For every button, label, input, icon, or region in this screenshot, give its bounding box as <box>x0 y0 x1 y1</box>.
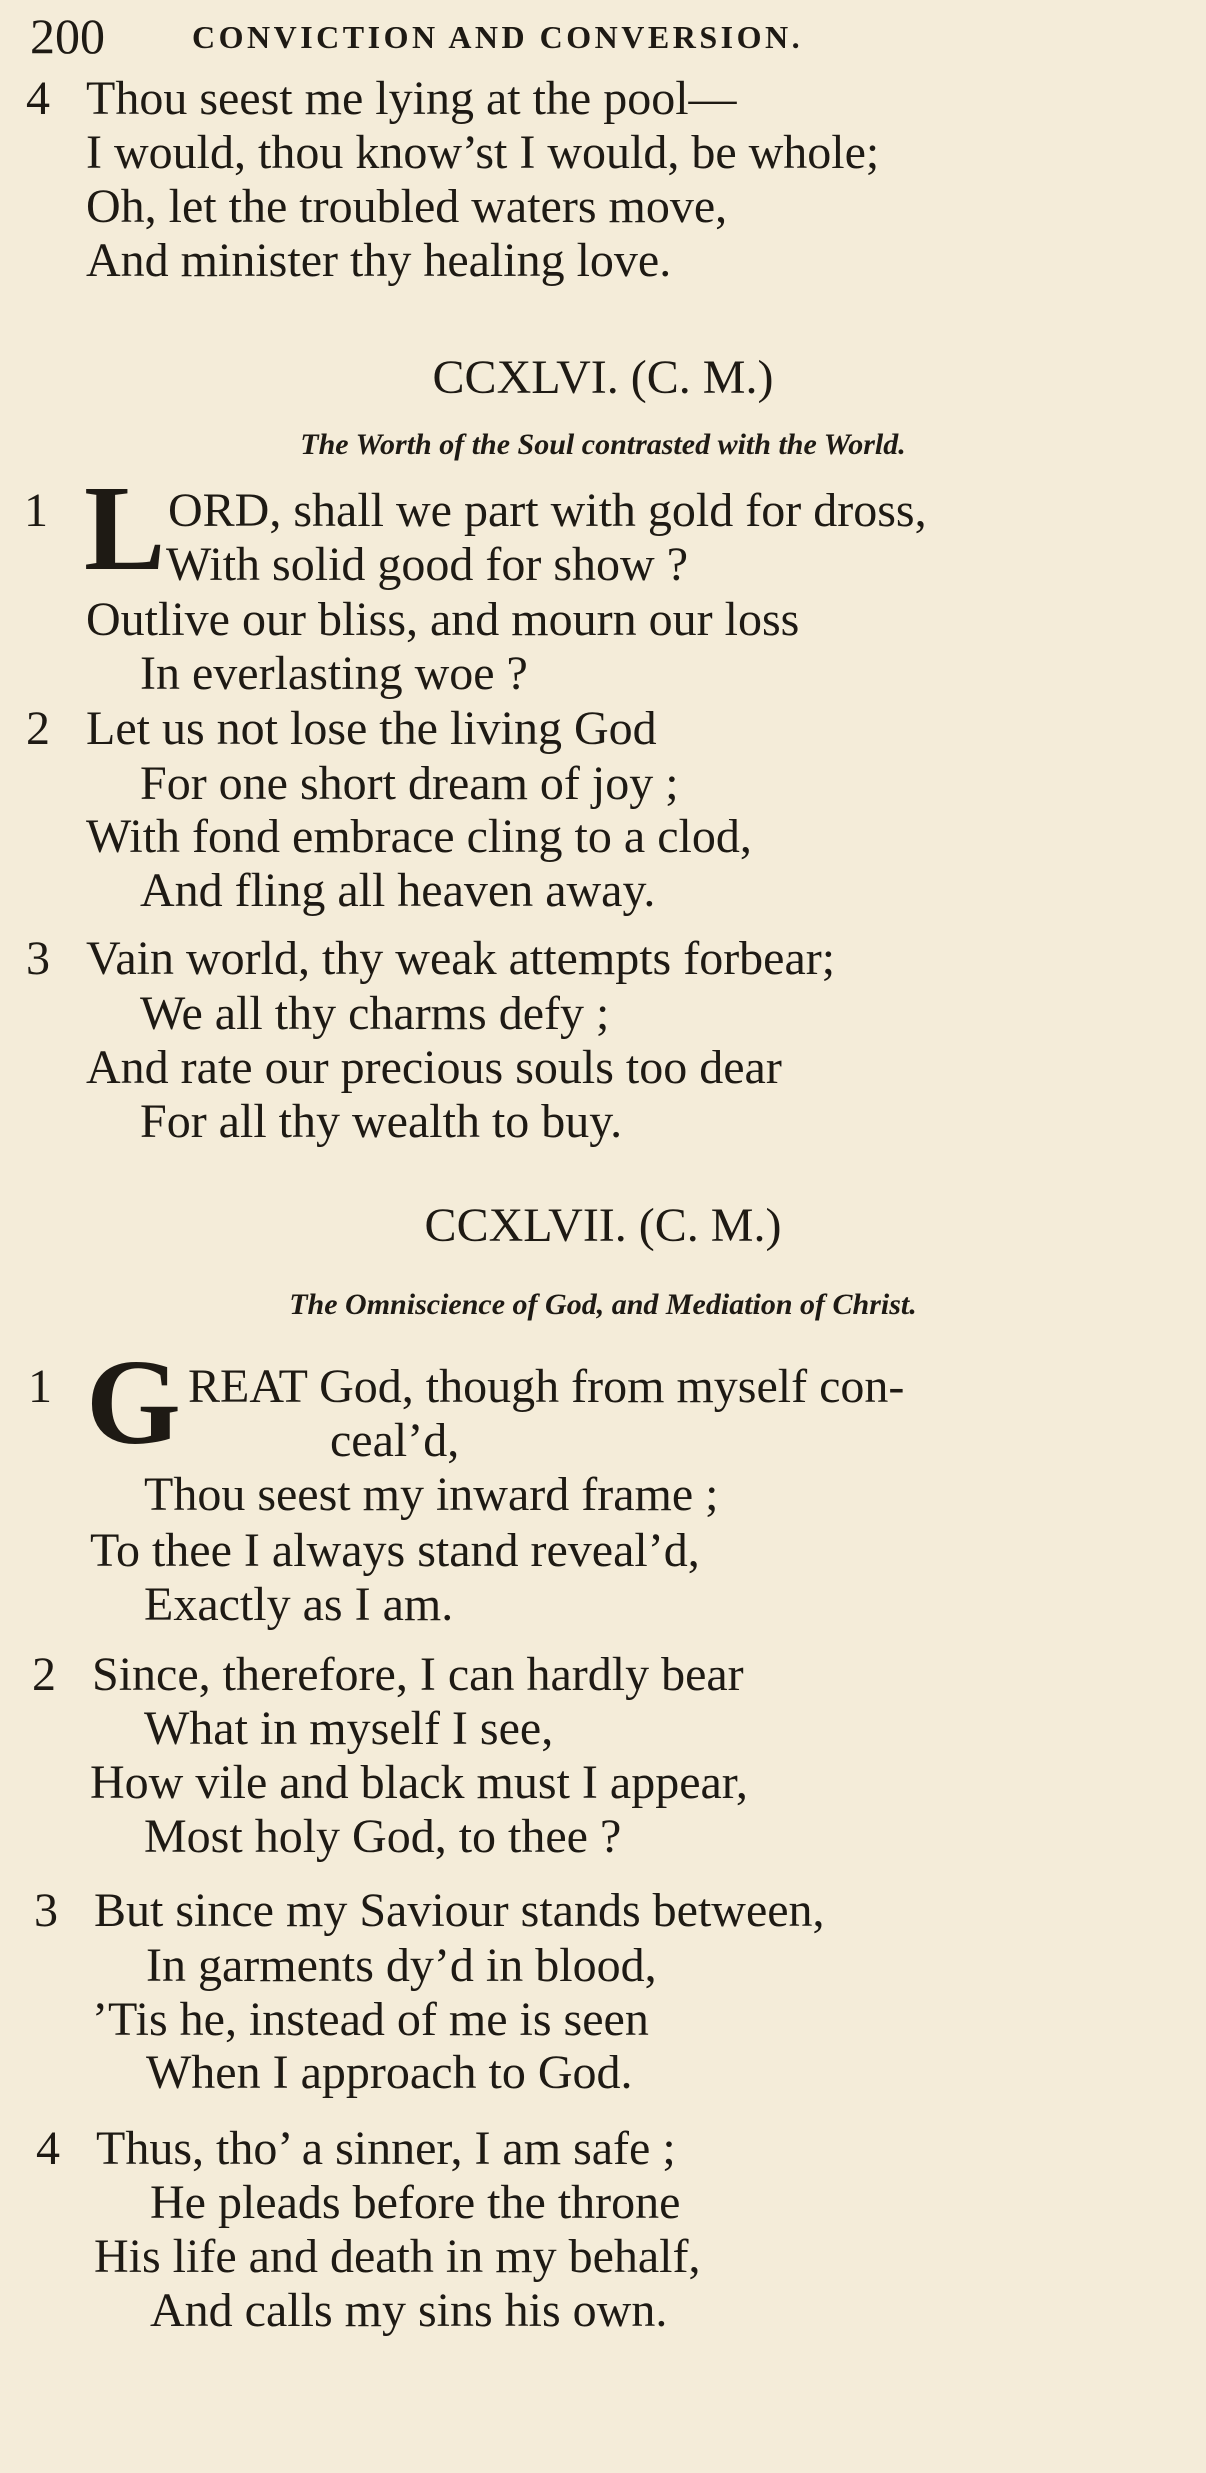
verse-line: ORD, shall we part with gold for dross, <box>168 484 927 537</box>
verse-line: And calls my sins his own. <box>150 2284 668 2337</box>
drop-cap: G <box>86 1335 181 1470</box>
verse-number: 4 <box>36 2122 60 2175</box>
verse-line: Let us not lose the living God <box>86 702 657 755</box>
verse-number: 1 <box>24 484 48 537</box>
verse-line: Thus, tho’ a sinner, I am safe ; <box>96 2122 676 2175</box>
hymn-subtitle: The Worth of the Soul contrasted with the World. <box>300 428 906 461</box>
verse-line: And rate our precious souls too dear <box>86 1041 782 1094</box>
verse-line: How vile and black must I appear, <box>90 1756 748 1809</box>
verse-line: Vain world, thy weak attempts forbear; <box>86 932 836 985</box>
verse-line: And minister thy healing love. <box>86 234 672 287</box>
verse-line: With solid good for show ? <box>166 538 689 591</box>
verse-line: Thou seest me lying at the pool— <box>86 72 737 125</box>
verse-line: Since, therefore, I can hardly bear <box>92 1648 744 1701</box>
running-head <box>30 6 1200 66</box>
verse-number: 3 <box>26 932 50 985</box>
page-number: 200 <box>30 8 105 64</box>
verse-line: When I approach to God. <box>146 2046 633 2099</box>
verse-line: In garments dy’d in blood, <box>146 1939 657 1992</box>
verse-line: REAT God, though from myself con- <box>188 1360 905 1413</box>
verse-line: In everlasting woe ? <box>140 647 528 700</box>
verse-line: His life and death in my behalf, <box>94 2230 701 2283</box>
verse-line: But since my Saviour stands between, <box>94 1884 825 1937</box>
hymn-heading: CCXLVII. (C. M.) <box>424 1199 782 1252</box>
verse-line: We all thy charms defy ; <box>140 987 610 1040</box>
verse-line: He pleads before the throne <box>150 2176 681 2229</box>
verse-number: 4 <box>26 72 50 125</box>
verse-line: And fling all heaven away. <box>140 864 656 917</box>
hymn-subtitle: The Omniscience of God, and Mediation of Christ. <box>289 1288 917 1321</box>
hymn-heading: CCXLVI. (C. M.) <box>432 351 774 404</box>
verse-line: ’Tis he, instead of me is seen <box>92 1993 649 2046</box>
running-title: CONVICTION AND CONVERSION. <box>192 19 804 55</box>
verse-number: 2 <box>32 1648 56 1701</box>
drop-cap: L <box>84 461 166 596</box>
verse-line: For all thy wealth to buy. <box>140 1095 623 1148</box>
verse-line: Most holy God, to thee ? <box>144 1810 622 1863</box>
verse-line: Outlive our bliss, and mourn our loss <box>86 593 800 646</box>
verse-line: To thee I always stand reveal’d, <box>90 1524 700 1577</box>
verse-line: Oh, let the troubled waters move, <box>86 180 728 233</box>
verse-line: Exactly as I am. <box>144 1578 454 1631</box>
verse-line: For one short dream of joy ; <box>140 757 679 810</box>
verse-line: With fond embrace cling to a clod, <box>86 810 752 863</box>
verse-line: What in myself I see, <box>144 1702 554 1755</box>
verse-number: 3 <box>34 1884 58 1937</box>
verse-line: ceal’d, <box>330 1414 460 1467</box>
verse-number: 2 <box>26 702 50 755</box>
verse-line: Thou seest my inward frame ; <box>144 1468 719 1521</box>
verse-number: 1 <box>28 1360 52 1413</box>
verse-line: I would, thou know’st I would, be whole; <box>86 126 880 179</box>
